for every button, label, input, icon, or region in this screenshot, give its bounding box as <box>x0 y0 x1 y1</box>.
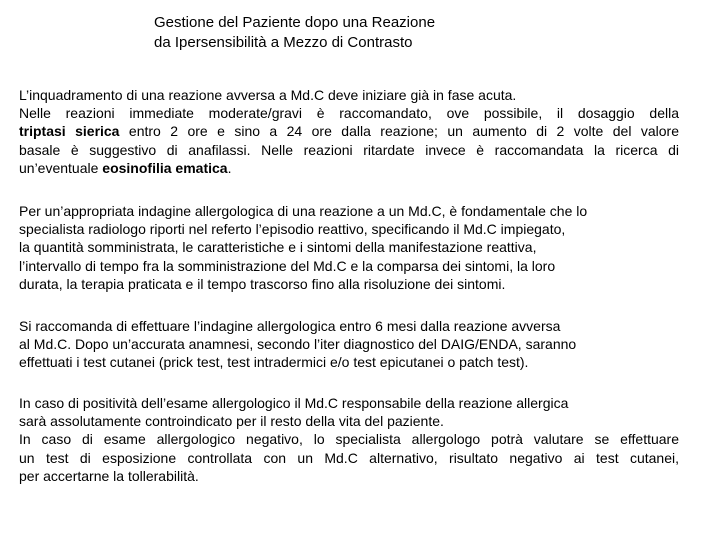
paragraph-text: In caso di esame allergologico negativo, lo specialista allergologo potrà valutare se effettuare <box>19 431 679 448</box>
paragraph-line: specialista radiologo riporti nel referto l’episodio reattivo, specificando il Md.C impiegato, <box>19 221 566 238</box>
paragraph-line: la quantità somministrata, le caratteristiche e i sintomi della manifestazione reattiva, <box>19 239 537 256</box>
paragraph-text: basale è suggestivo di anafilassi. Nelle reazioni ritardate invece è raccomandata la ricerca di <box>19 141 679 158</box>
paragraph-line: Per un’appropriata indagine allergologica di una reazione a un Md.C, è fondamentale che lo <box>19 203 588 219</box>
bold-term-eosinofilia: eosinofilia ematica <box>102 159 228 176</box>
bold-term-triptasi: triptasi sierica <box>19 123 120 140</box>
paragraph-line: Si raccomanda di effettuare l’indagine allergologica entro 6 mesi dalla reazione avversa <box>19 318 561 334</box>
paragraph-line <box>19 430 679 448</box>
paragraph-line: In caso di positività dell’esame allergologico il Md.C responsabile della reazione allergica <box>19 395 569 411</box>
paragraph-text: Nelle reazioni immediate moderate/gravi è raccomandato, ove possibile, il dosaggio della <box>19 105 679 122</box>
paragraph-line <box>19 449 679 467</box>
paragraph-allergological-report <box>19 202 679 293</box>
paragraph-line: sarà assolutamente controindicato per il resto della vita del paziente. <box>19 413 444 430</box>
paragraph-line: l’intervallo di tempo fra la somministrazione del Md.C e la comparsa dei sintomi, la loro <box>19 257 556 274</box>
paragraph-test-outcomes <box>19 394 679 485</box>
paragraph-text: . <box>227 159 232 176</box>
paragraph-line: al Md.C. Dopo un’accurata anamnesi, secondo l’iter diagnostico del DAIG/ENDA, saranno <box>19 336 577 353</box>
paragraph-line <box>19 159 679 177</box>
paragraph-line: L’inquadramento di una reazione avversa a Md.C deve iniziare già in fase acuta. <box>19 87 517 103</box>
paragraph-text: un’eventuale <box>19 159 103 176</box>
paragraph-line <box>19 122 679 140</box>
title-line-1: Gestione del Paziente dopo una Reazione <box>154 14 436 31</box>
paragraph-line: per accertarne la tollerabilità. <box>19 467 199 484</box>
title-line-2: da Ipersensibilità a Mezzo di Contrasto <box>154 34 413 51</box>
paragraph-text: un test di esposizione controllata con un Md.C alternativo, risultato negativo ai test cutanei, <box>19 449 679 466</box>
paragraph-timing-of-tests <box>19 317 679 372</box>
paragraph-line: effettuati i test cutanei (prick test, test intradermici e/o test epicutanei o patch test). <box>19 354 529 371</box>
paragraph-line: durata, la terapia praticata e il tempo trascorso fino alla risoluzione dei sintomi. <box>19 275 506 292</box>
slide-title <box>154 13 674 53</box>
paragraph-line <box>19 141 679 159</box>
paragraph-acute-assessment <box>19 86 679 177</box>
paragraph-text: entro 2 ore e sino a 24 ore dalla reazione; un aumento di 2 volte del valore <box>119 123 680 140</box>
paragraph-line <box>19 104 679 122</box>
